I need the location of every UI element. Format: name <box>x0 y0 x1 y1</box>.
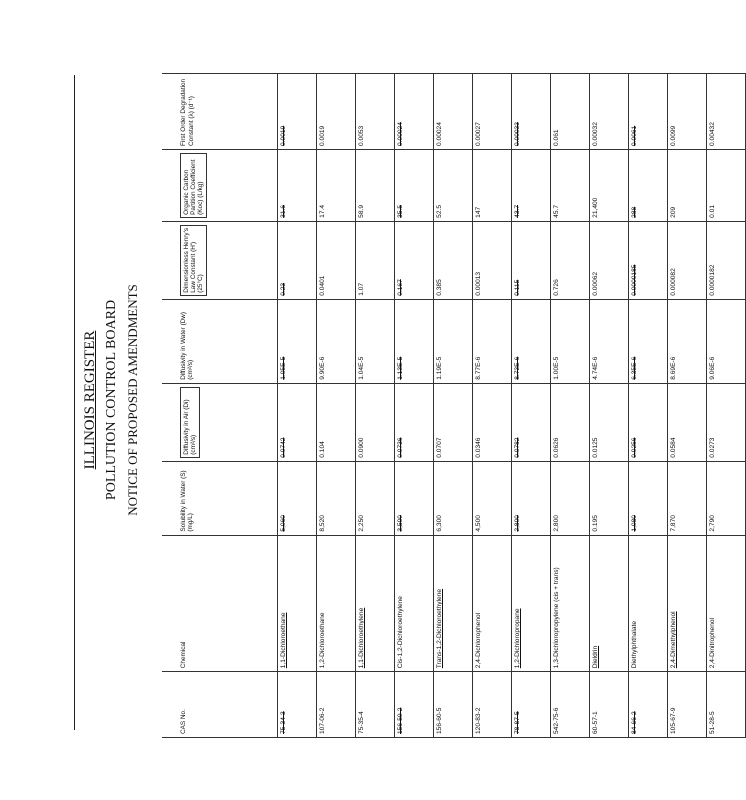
cell-h: 0.000082 <box>668 221 707 299</box>
cell-dwat: 4.74E-6 <box>590 299 629 383</box>
cell-koc: 31.6 <box>278 149 317 221</box>
cell-sol: 4,500 <box>473 461 512 535</box>
cell-h: 0.00062 <box>590 221 629 299</box>
cell-sol: 0.195 <box>590 461 629 535</box>
cell-chem: 1,1-Dichloroethylene <box>356 535 395 672</box>
cell-dwat: 8.69E-6 <box>668 299 707 383</box>
cell-sol: 2,250 <box>356 461 395 535</box>
table-row <box>512 74 551 738</box>
cell-k: 0.0053 <box>356 74 395 150</box>
table-row <box>434 74 473 738</box>
cell-sol: 1,080 <box>629 461 668 535</box>
cell-h: 0.385 <box>434 221 473 299</box>
cell-sol: 2,800 <box>551 461 590 535</box>
cell-k: 0.0019 <box>317 74 356 150</box>
cell-h: 0.0401 <box>317 221 356 299</box>
col-solubility: Solubility in Water (S) (mg/L) <box>162 461 278 535</box>
cell-k: 0.00033 <box>512 74 551 150</box>
cell-dwat: 1.00E-5 <box>551 299 590 383</box>
cell-k: 0.00032 <box>590 74 629 150</box>
cell-chem: 2,4-Dichlorophenol <box>473 535 512 672</box>
cell-k: 0.061 <box>551 74 590 150</box>
table-row <box>278 74 317 738</box>
cell-chem: Trans-1,2-Dichloroethylene <box>434 535 473 672</box>
cell-cas: 75-34-3 <box>278 672 317 738</box>
cell-koc: 43.7 <box>512 149 551 221</box>
cell-h: 0.23 <box>278 221 317 299</box>
cell-dwat: 1.04E-5 <box>356 299 395 383</box>
table-row <box>590 74 629 738</box>
cell-cas: 78-87-5 <box>512 672 551 738</box>
board-title: POLLUTION CONTROL BOARD <box>104 299 119 501</box>
cell-chem: 2,4-Dinitrophenol <box>707 535 746 672</box>
cell-sol: 5,060 <box>278 461 317 535</box>
cell-koc: 21,400 <box>590 149 629 221</box>
col-degradation: First Order Degradation Constant (λ) (d⁻¹) <box>162 74 278 150</box>
cell-chem: 2,4-Dimethylphenol <box>668 535 707 672</box>
cell-h: 0.00013 <box>473 221 512 299</box>
cell-dwat: 8.73E-6 <box>512 299 551 383</box>
col-chemical: Chemical <box>162 535 278 672</box>
notice-title: NOTICE OF PROPOSED AMENDMENTS <box>125 284 140 516</box>
cell-koc: 58.9 <box>356 149 395 221</box>
register-title: ILLINOIS REGISTER <box>82 330 98 470</box>
table-row <box>473 74 512 738</box>
cell-chem: Cis-1,2-Dichloroethylene <box>395 535 434 672</box>
header-rule <box>74 75 75 730</box>
cell-dair: 0.0782 <box>512 383 551 461</box>
cell-dwat: 6.35E-6 <box>629 299 668 383</box>
col-koc: Organic Carbon Partition Coefficient (Koc) (L/kg) <box>162 149 278 221</box>
cell-k: 0.0099 <box>668 74 707 150</box>
table-body <box>278 74 746 738</box>
cell-chem: 1,2-Dichloropropane <box>512 535 551 672</box>
cell-dwat: 1.13E-5 <box>395 299 434 383</box>
cell-dair: 0.0736 <box>395 383 434 461</box>
cell-dair: 0.0273 <box>707 383 746 461</box>
cell-cas: 60-57-1 <box>590 672 629 738</box>
cell-cas: 156-59-2 <box>395 672 434 738</box>
cell-h: 0.115 <box>512 221 551 299</box>
table-row <box>707 74 746 738</box>
cell-chem: 1,2-Dichloroethane <box>317 535 356 672</box>
cell-chem: Dieldrin <box>590 535 629 672</box>
cell-cas: 156-60-5 <box>434 672 473 738</box>
cell-h: 0.0000182 <box>707 221 746 299</box>
cell-sol: 3,500 <box>395 461 434 535</box>
cell-sol: 6,300 <box>434 461 473 535</box>
cell-dwat: 9.90E-6 <box>317 299 356 383</box>
cell-cas: 120-83-2 <box>473 672 512 738</box>
cell-koc: 17.4 <box>317 149 356 221</box>
table-header-row <box>162 74 278 738</box>
cell-koc: 45.7 <box>551 149 590 221</box>
cell-cas: 105-67-9 <box>668 672 707 738</box>
cell-k: 0.0019 <box>278 74 317 150</box>
cell-dair: 0.0125 <box>590 383 629 461</box>
table-row <box>668 74 707 738</box>
cell-sol: 7,870 <box>668 461 707 535</box>
col-cas: CAS No. <box>162 672 278 738</box>
cell-sol: 8,520 <box>317 461 356 535</box>
cell-h: 1.07 <box>356 221 395 299</box>
cell-k: 0.00027 <box>473 74 512 150</box>
cell-dair: 0.104 <box>317 383 356 461</box>
cell-dair: 0.0346 <box>473 383 512 461</box>
cell-dair: 0.0742 <box>278 383 317 461</box>
cell-dwat: 1.19E-5 <box>434 299 473 383</box>
cell-chem: Diethylphthalate <box>629 535 668 672</box>
cell-k: 0.00432 <box>707 74 746 150</box>
cell-dwat: 8.77E-6 <box>473 299 512 383</box>
cell-cas: 84-66-2 <box>629 672 668 738</box>
cell-cas: 75-35-4 <box>356 672 395 738</box>
chemical-properties-table <box>162 73 746 738</box>
cell-dwat: 9.06E-6 <box>707 299 746 383</box>
cell-cas: 542-75-6 <box>551 672 590 738</box>
cell-dair: 0.0707 <box>434 383 473 461</box>
cell-dair: 0.0256 <box>629 383 668 461</box>
cell-k: 0.00024 <box>434 74 473 150</box>
cell-sol: 2,800 <box>512 461 551 535</box>
table-row <box>317 74 356 738</box>
cell-cas: 51-28-5 <box>707 672 746 738</box>
cell-dair: 0.0584 <box>668 383 707 461</box>
cell-koc: 0.01 <box>707 149 746 221</box>
cell-koc: 288 <box>629 149 668 221</box>
cell-k: 0.0061 <box>629 74 668 150</box>
table-row <box>629 74 668 738</box>
table-row <box>395 74 434 738</box>
table-row <box>551 74 590 738</box>
cell-chem: 1,1-Dichloroethane <box>278 535 317 672</box>
cell-dwat: 1.05E-5 <box>278 299 317 383</box>
table-row <box>356 74 395 738</box>
cell-h: 0.726 <box>551 221 590 299</box>
cell-koc: 147 <box>473 149 512 221</box>
col-diffusivity-air: Diffusivity in Air (Di) (cm²/s) <box>162 383 278 461</box>
cell-cas: 107-06-2 <box>317 672 356 738</box>
col-henrys-constant: Dimensionless Henry's Law Constant (H') (25°C) <box>162 221 278 299</box>
cell-dair: 0.0626 <box>551 383 590 461</box>
col-diffusivity-water: Diffusivity in Water (Dw) (cm²/s) <box>162 299 278 383</box>
cell-k: 0.00024 <box>395 74 434 150</box>
cell-chem: 1,3-Dichloropropylene (cis + trans) <box>551 535 590 672</box>
cell-sol: 2,790 <box>707 461 746 535</box>
cell-koc: 209 <box>668 149 707 221</box>
cell-dair: 0.0900 <box>356 383 395 461</box>
cell-h: 0.167 <box>395 221 434 299</box>
cell-koc: 52.5 <box>434 149 473 221</box>
cell-h: 0.0000185 <box>629 221 668 299</box>
cell-koc: 35.5 <box>395 149 434 221</box>
